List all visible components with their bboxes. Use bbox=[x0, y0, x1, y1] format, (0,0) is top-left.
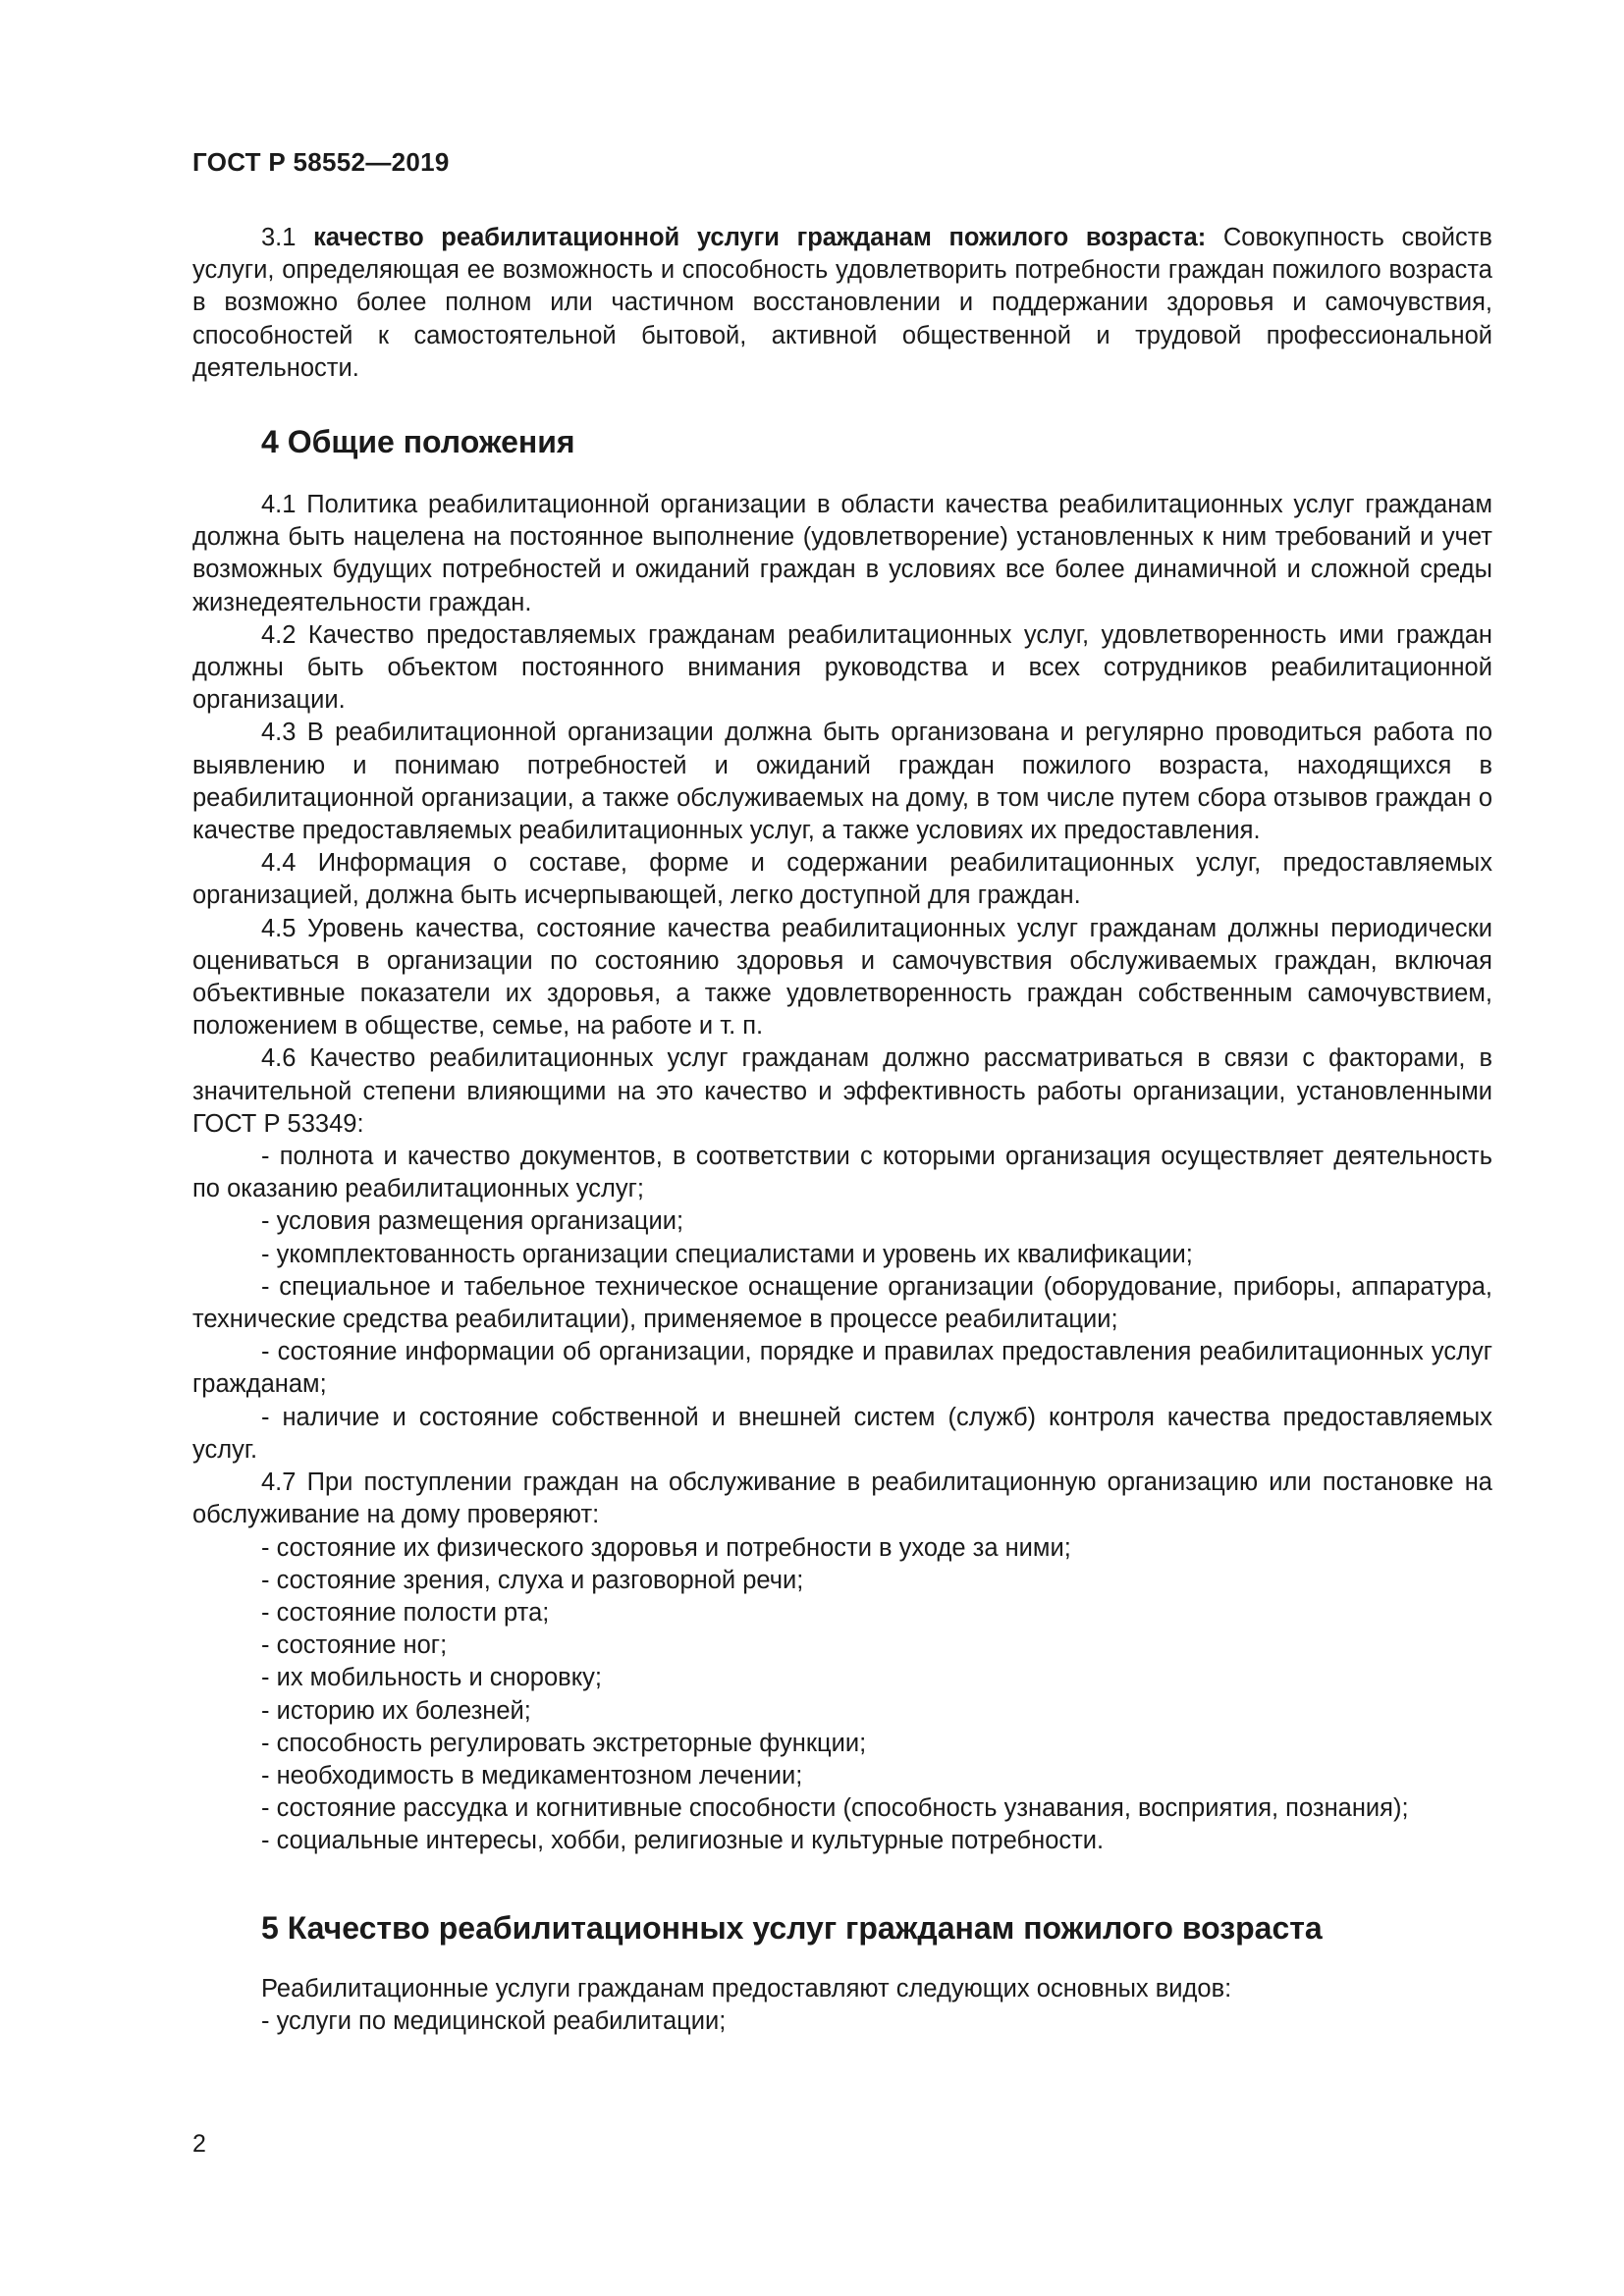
list-item: - наличие и состояние собственной и внешней систем (служб) контроля качества предоставляемых услуг. bbox=[192, 1403, 1492, 1464]
paragraph-4-7: 4.7 При поступлении граждан на обслуживание в реабилитационную организацию или постановке на обслуживание на дому проверяют: bbox=[192, 1468, 1492, 1529]
list-item: - историю их болезней; bbox=[261, 1696, 531, 1725]
section-4-body bbox=[192, 489, 1492, 1858]
section-5-heading-wrap bbox=[192, 1912, 1492, 1945]
list-item: - полнота и качество документов, в соответствии с которыми организация осуществляет деятельность по оказанию реабилитационных услуг; bbox=[192, 1143, 1492, 1203]
list-item: - состояние зрения, слуха и разговорной речи; bbox=[261, 1566, 804, 1594]
list-item: - необходимость в медикаментозном лечении; bbox=[261, 1761, 803, 1789]
section-3-block bbox=[192, 222, 1492, 385]
paragraph-4-5: 4.5 Уровень качества, состояние качества реабилитационных услуг гражданам должны периодически оцениваться в организации по состоянию здоровья и самочувствия обслуживаемых граждан, включая объективные показатели их здоровья, а также удовлетворенность граждан собственным самочувствием, положением в обществе, семье, на работе и т. п. bbox=[192, 914, 1492, 1041]
section-4-heading-wrap bbox=[192, 426, 1492, 458]
section-5-body bbox=[192, 1973, 1492, 2038]
paragraph-4-2: 4.2 Качество предоставляемых гражданам реабилитационных услуг, удовлетворенность ими граждан должны быть объектом постоянного внимания руководства и всех сотрудников реабилитационной организации. bbox=[192, 620, 1492, 715]
list-item: - состояние их физического здоровья и потребности в уходе за ними; bbox=[261, 1533, 1071, 1562]
paragraph-4-1: 4.1 Политика реабилитационной организации в области качества реабилитационных услуг гражданам должна быть нацелена на постоянное выполнение (удовлетворение) установленных к ним требований и учет возможных будущих потребностей и ожиданий граждан в условиях все более динамичной и сложной среды жизнедеятельности граждан. bbox=[192, 491, 1492, 616]
paragraph-4-6: 4.6 Качество реабилитационных услуг гражданам должно рассматриваться в связи с факторами, в значительной степени влияющими на это качество и эффективность работы организации, установленными ГОСТ Р 53349: bbox=[192, 1044, 1492, 1138]
paragraph-3-1 bbox=[192, 222, 1492, 385]
list-item: - услуги по медицинской реабилитации; bbox=[261, 2007, 727, 2036]
list-item: - состояние информации об организации, порядке и правилах предоставления реабилитационных услуг гражданам; bbox=[192, 1338, 1492, 1399]
paragraph-number: 3.1 bbox=[261, 224, 297, 251]
list-item: - состояние ног; bbox=[261, 1631, 448, 1660]
definition-text: Совокупность свойств услуги, определяющая ее возможность и способность удовлетворить потребности граждан пожилого возраста в возможно более полном или частичном восстановлении и поддержании здоровья и самочувствия, способностей к самостоятельной бытовой, активной общественной и трудовой профессиональной деятельности. bbox=[192, 224, 1492, 382]
list-item: - социальные интересы, хобби, религиозные и культурные потребности. bbox=[261, 1827, 1105, 1855]
section-heading: 4 Общие положения bbox=[261, 424, 575, 459]
paragraph-4-3: 4.3 В реабилитационной организации должна быть организована и регулярно проводиться работа по выявлению и понимаю потребностей и ожиданий граждан пожилого возраста, находящихся в реабилитационной организации, а также обслуживаемых на дому, в том числе путем сбора отзывов граждан о качестве предоставляемых реабилитационных услуг, а также условиях их предоставления. bbox=[192, 719, 1492, 845]
list-item: - условия размещения организации; bbox=[261, 1207, 684, 1236]
list-item: - специальное и табельное техническое оснащение организации (оборудование, приборы, аппаратура, технические средства реабилитации), применяемое в процессе реабилитации; bbox=[192, 1272, 1492, 1334]
list-item: - состояние рассудка и когнитивные способности (способность узнавания, восприятия, познания); bbox=[261, 1794, 1409, 1823]
page-number: 2 bbox=[192, 2130, 206, 2158]
paragraph-4-4: 4.4 Информация о составе, форме и содержании реабилитационных услуг, предоставляемых организацией, должна быть исчерпывающей, легко доступной для граждан. bbox=[192, 849, 1492, 910]
document-header: ГОСТ Р 58552—2019 bbox=[192, 147, 450, 177]
term-definition: качество реабилитационной услуги гражданам пожилого возраста: bbox=[313, 224, 1207, 251]
list-item: - состояние полости рта; bbox=[261, 1598, 550, 1627]
list-item: - укомплектованность организации специалистами и уровень их квалификации; bbox=[261, 1240, 1193, 1268]
list-item: - их мобильность и сноровку; bbox=[261, 1664, 602, 1692]
paragraph-5-intro: Реабилитационные услуги гражданам предоставляют следующих основных видов: bbox=[261, 1975, 1232, 2002]
list-item: - способность регулировать экстреторные функции; bbox=[261, 1729, 867, 1757]
section-heading: 5 Качество реабилитационных услуг гражданам пожилого возраста bbox=[261, 1910, 1323, 1946]
